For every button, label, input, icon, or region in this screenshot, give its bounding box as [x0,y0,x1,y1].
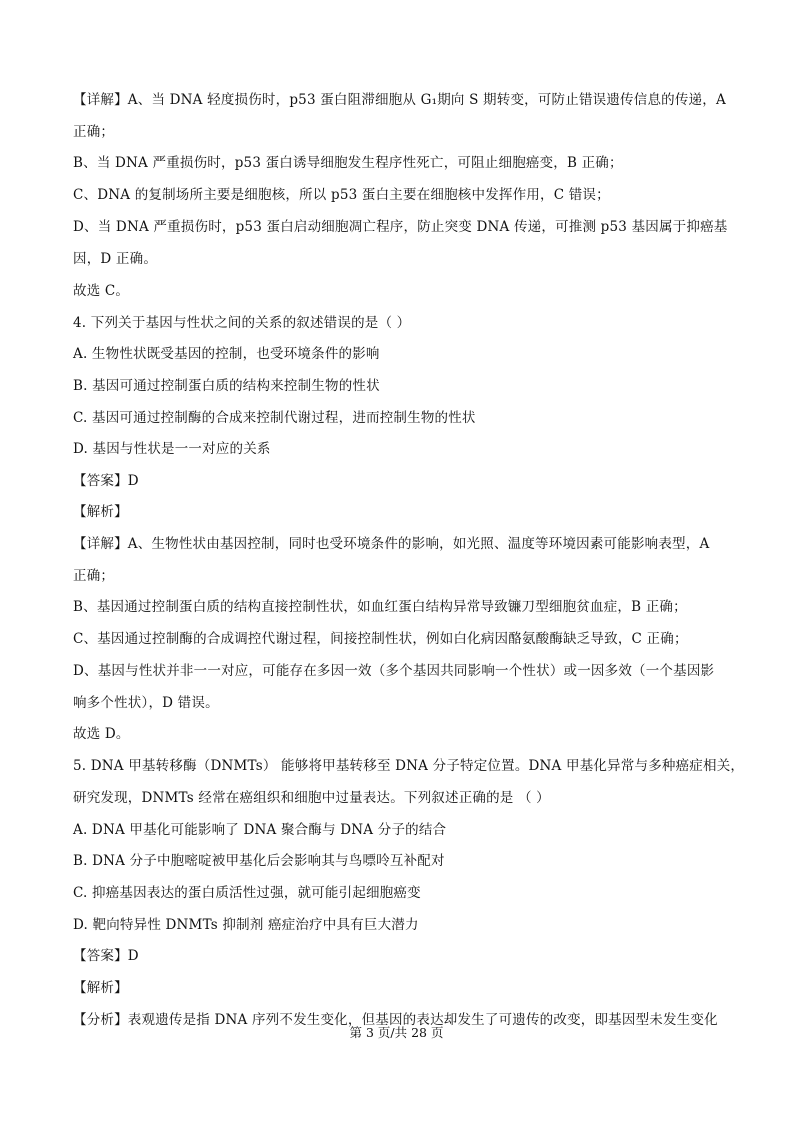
text-line: 正确； [73,124,115,140]
text-line: B、当 DNA 严重损伤时，p53 蛋白诱导细胞发生程序性死亡，可阻止细胞癌变，B 正确； [73,155,623,171]
text-line: A. 生物性状既受基因的控制，也受环境条件的影响 [73,346,380,362]
text-line: 故选 D。 [73,726,130,742]
text-line: 故选 C。 [73,283,130,299]
text-line: B. 基因可通过控制蛋白质的结构来控制生物的性状 [73,378,380,394]
text-line: D、当 DNA 严重损伤时，p53 蛋白启动细胞凋亡程序，防止突变 DNA 传递，可推测 p53 基因属于抑癌基 [73,219,728,235]
page-footer: 第 3 页/共 28 页 [349,1025,444,1040]
text-line: C、DNA 的复制场所主要是细胞核，所以 p53 蛋白主要在细胞核中发挥作用，C 错误； [73,187,610,203]
text-line: 【分析】表观遗传是指 DNA 序列不发生变化，但基因的表达却发生了可遗传的改变，即基因型未发生变化 [73,1012,718,1028]
text-line: 5. DNA 甲基转移酶（DNMTs） 能够将甲基转移至 DNA 分子特定位置。DNA 甲基化异常与多种癌症相关， [73,758,745,774]
text-line: B、基因通过控制蛋白质的结构直接控制性状，如血红蛋白结构异常导致镰刀型细胞贫血症，B 正确； [73,599,687,615]
text-line: 响多个性状），D 错误。 [73,695,219,711]
text-line: 【答案】D [73,473,139,489]
text-line: C. 抑癌基因表达的蛋白质活性过强，就可能引起细胞癌变 [73,885,421,901]
text-line: D. 靶向特异性 DNMTs 抑制剂 癌症治疗中具有巨大潜力 [73,917,419,933]
text-line: C. 基因可通过控制酶的合成来控制代谢过程，进而控制生物的性状 [73,410,476,426]
text-line: 研究发现，DNMTs 经常在癌组织和细胞中过量表达。下列叙述正确的是 （ ） [73,790,550,806]
text-line: 因，D 正确。 [73,251,158,267]
text-line: 正确； [73,568,115,584]
text-line: 【解析】 [73,980,128,996]
text-line: D. 基因与性状是一一对应的关系 [73,441,271,457]
text-line: 【详解】A、当 DNA 轻度损伤时，p53 蛋白阻滞细胞从 G₁期向 S 期转变，可防止错误遗传信息的传递，A [73,92,726,108]
text-line: C、基因通过控制酶的合成调控代谢过程，间接控制性状，例如白化病因酪氨酸酶缺乏导致，C 正确； [73,631,688,647]
text-line: 【解析】 [73,504,128,520]
text-line: B. DNA 分子中胞嘧啶被甲基化后会影响其与鸟嘌呤互补配对 [73,853,445,869]
text-line: 4. 下列关于基因与性状之间的关系的叙述错误的是（ ） [73,315,411,331]
text-line: 【详解】A、生物性状由基因控制，同时也受环境条件的影响，如光照、温度等环境因素可能影响表型，A [73,536,710,552]
text-line: 【答案】D [73,948,139,964]
text-line: A. DNA 甲基化可能影响了 DNA 聚合酶与 DNA 分子的结合 [73,822,447,838]
text-line: D、基因与性状并非一一对应，可能存在多因一效（多个基因共同影响一个性状）或一因多效（一个基因影 [73,663,715,679]
